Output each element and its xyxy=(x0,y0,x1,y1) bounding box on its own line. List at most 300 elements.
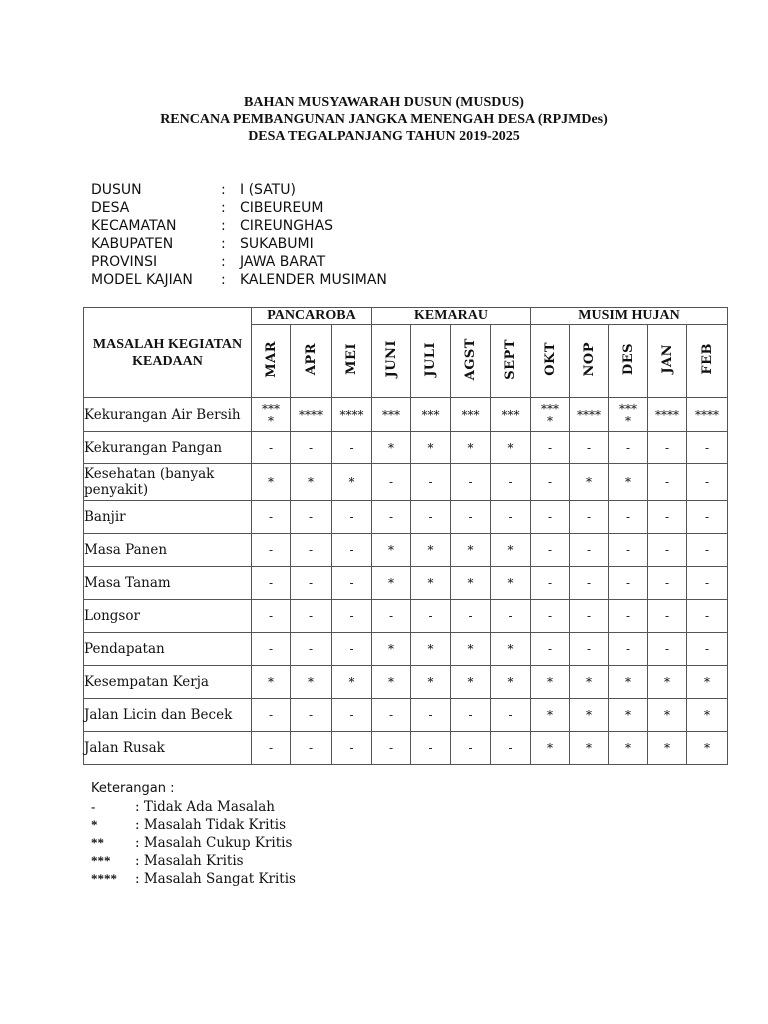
rating-cell xyxy=(687,432,728,464)
rating-cell xyxy=(332,600,372,633)
rating-value: * xyxy=(547,741,553,755)
rating-value: * xyxy=(467,576,474,590)
rating-value: - xyxy=(468,510,473,524)
month-header xyxy=(372,325,411,398)
rating-value: * xyxy=(308,675,314,689)
rating-cell xyxy=(332,732,372,765)
legend-symbol: - xyxy=(91,799,96,814)
month-header xyxy=(291,325,332,398)
rating-cell xyxy=(291,501,332,534)
rating-value: * xyxy=(664,708,670,722)
rating-cell xyxy=(687,534,728,567)
rating-value: * xyxy=(427,642,434,656)
rating-value: - xyxy=(468,609,473,623)
rating-cell xyxy=(252,501,291,534)
rating-value: - xyxy=(508,741,513,755)
rating-cell xyxy=(491,464,531,501)
rating-cell xyxy=(411,567,451,600)
table-row xyxy=(84,732,728,765)
rating-cell xyxy=(648,633,687,666)
month-header xyxy=(252,325,291,398)
rating-value: - xyxy=(547,576,553,590)
rating-value: - xyxy=(586,642,592,656)
rating-cell xyxy=(372,633,411,666)
rating-cell xyxy=(332,666,372,699)
rating-value: * xyxy=(507,576,514,590)
month-header xyxy=(648,325,687,398)
rating-value: - xyxy=(664,576,670,590)
rating-cell xyxy=(332,633,372,666)
rating-value: * xyxy=(467,642,474,656)
rating-cell xyxy=(609,633,648,666)
rating-cell xyxy=(252,432,291,464)
rating-cell xyxy=(491,567,531,600)
rating-value: - xyxy=(428,510,433,524)
table-row xyxy=(84,501,728,534)
rating-cell xyxy=(411,666,451,699)
rating-value: - xyxy=(625,510,631,524)
month-label: SEPT xyxy=(503,338,518,380)
rating-value: **** xyxy=(299,407,323,422)
rating-cell xyxy=(531,600,570,633)
month-header xyxy=(687,325,728,398)
rating-cell xyxy=(570,398,609,432)
rating-cell xyxy=(491,534,531,567)
rating-value: - xyxy=(625,642,631,656)
row-label: Kekurangan Air Bersih xyxy=(84,398,252,432)
info-row-dusun xyxy=(91,181,387,199)
rating-value: - xyxy=(428,475,433,489)
rating-cell xyxy=(531,501,570,534)
rating-value: * xyxy=(586,475,592,489)
rating-value: * xyxy=(427,543,434,557)
rating-value: - xyxy=(586,609,592,623)
rating-value: - xyxy=(268,609,274,623)
rating-cell xyxy=(570,432,609,464)
rating-value: * xyxy=(388,675,394,689)
rating-value: * xyxy=(388,440,394,455)
table-row xyxy=(84,432,728,464)
table-row xyxy=(84,464,728,501)
rating-cell xyxy=(570,464,609,501)
rating-value: - xyxy=(268,576,274,590)
rating-cell xyxy=(609,666,648,699)
rating-cell xyxy=(372,732,411,765)
rating-value: * xyxy=(507,440,514,455)
row-label: Jalan Rusak xyxy=(84,732,252,765)
rating-value: * xyxy=(625,708,631,722)
rating-cell xyxy=(609,600,648,633)
rating-cell xyxy=(291,699,332,732)
season-header-kemarau: KEMARAU xyxy=(372,308,531,325)
rating-value: **** xyxy=(695,407,719,422)
rating-cell xyxy=(687,398,728,432)
rating-cell xyxy=(570,633,609,666)
rating-value: - xyxy=(508,609,513,623)
rating-cell xyxy=(332,398,372,432)
info-separator: : xyxy=(221,272,226,288)
rating-value: - xyxy=(664,475,670,489)
info-key: DESA xyxy=(91,200,130,216)
info-value: CIBEUREUM xyxy=(240,200,324,216)
legend-title: Keterangan : xyxy=(91,781,175,796)
rating-cell xyxy=(687,732,728,765)
rating-value: **** xyxy=(655,407,679,422)
info-separator: : xyxy=(221,218,226,234)
rating-value: - xyxy=(664,543,670,557)
rating-value: * xyxy=(586,675,592,689)
rating-cell xyxy=(252,534,291,567)
rating-cell xyxy=(687,501,728,534)
rating-cell xyxy=(411,699,451,732)
rating-cell xyxy=(491,666,531,699)
rating-cell xyxy=(570,501,609,534)
rating-cell xyxy=(252,699,291,732)
rating-value: - xyxy=(468,475,473,489)
table-row xyxy=(84,600,728,633)
info-row-kecamatan xyxy=(91,217,387,235)
row-label: Pendapatan xyxy=(84,633,252,666)
title-line-3: DESA TEGALPANJANG TAHUN 2019-2025 xyxy=(248,129,520,144)
rating-value: * xyxy=(268,475,274,489)
rating-value: * xyxy=(547,675,553,689)
rating-cell xyxy=(291,732,332,765)
month-header xyxy=(491,325,531,398)
info-value: CIREUNGHAS xyxy=(240,218,334,234)
rating-value: - xyxy=(308,609,314,623)
rating-cell xyxy=(687,699,728,732)
rating-value: - xyxy=(428,741,433,755)
rating-value: - xyxy=(547,609,553,623)
info-row-provinsi xyxy=(91,253,387,271)
rating-value: - xyxy=(308,510,314,524)
rating-value: **** xyxy=(262,401,280,428)
rating-value: - xyxy=(704,543,710,557)
legend-item xyxy=(91,852,296,870)
rating-value: * xyxy=(388,642,394,656)
rating-cell xyxy=(491,633,531,666)
rating-value: * xyxy=(586,708,592,722)
rating-cell xyxy=(570,732,609,765)
info-row-model-kajian xyxy=(91,271,387,289)
rating-value: - xyxy=(268,440,274,455)
rating-cell xyxy=(648,600,687,633)
rating-value: * xyxy=(308,475,314,489)
rating-cell xyxy=(491,600,531,633)
rating-value: - xyxy=(586,510,592,524)
rating-cell xyxy=(491,398,531,432)
rating-cell xyxy=(291,600,332,633)
rating-cell xyxy=(687,633,728,666)
rating-cell xyxy=(411,398,451,432)
rating-cell xyxy=(291,567,332,600)
rating-cell xyxy=(451,567,491,600)
info-separator: : xyxy=(221,236,226,252)
rating-cell xyxy=(531,567,570,600)
rating-value: - xyxy=(268,543,274,557)
month-label: MEI xyxy=(344,343,359,375)
rating-cell xyxy=(451,600,491,633)
rating-value: - xyxy=(664,609,670,623)
rating-cell xyxy=(491,501,531,534)
rating-cell xyxy=(491,432,531,464)
rating-value: * xyxy=(704,708,710,722)
rating-cell xyxy=(451,666,491,699)
rating-cell xyxy=(451,464,491,501)
legend-text: : Tidak Ada Masalah xyxy=(135,799,275,815)
rating-cell xyxy=(570,666,609,699)
month-header xyxy=(451,325,491,398)
month-header xyxy=(609,325,648,398)
legend-item xyxy=(91,798,296,816)
rating-value: - xyxy=(268,510,274,524)
rating-cell xyxy=(451,398,491,432)
rating-cell xyxy=(411,432,451,464)
month-label: AGST xyxy=(463,337,478,381)
rating-cell xyxy=(451,501,491,534)
rating-cell xyxy=(451,432,491,464)
rating-cell xyxy=(411,732,451,765)
rating-cell xyxy=(451,633,491,666)
rating-cell xyxy=(291,534,332,567)
rating-cell xyxy=(372,666,411,699)
rating-cell xyxy=(570,699,609,732)
table-row xyxy=(84,534,728,567)
rating-value: * xyxy=(507,675,514,689)
info-value: JAWA BARAT xyxy=(240,254,326,270)
row-label: Masa Panen xyxy=(84,534,252,567)
rating-value: - xyxy=(704,475,710,489)
rating-value: - xyxy=(586,440,592,455)
rating-value: - xyxy=(308,576,314,590)
rating-cell xyxy=(648,567,687,600)
rating-cell xyxy=(332,567,372,600)
season-header-pancaroba: PANCAROBA xyxy=(252,308,372,325)
info-key: MODEL KAJIAN xyxy=(91,272,193,288)
rating-cell xyxy=(252,398,291,432)
rating-value: - xyxy=(428,609,433,623)
rating-cell xyxy=(648,501,687,534)
rating-value: * xyxy=(625,741,631,755)
rating-cell xyxy=(372,600,411,633)
rating-cell xyxy=(687,567,728,600)
rating-cell xyxy=(609,567,648,600)
rating-cell xyxy=(332,432,372,464)
rating-value: * xyxy=(507,642,514,656)
rating-value: - xyxy=(388,475,394,489)
rating-cell xyxy=(491,699,531,732)
rating-cell xyxy=(531,534,570,567)
rating-cell xyxy=(451,534,491,567)
table-row xyxy=(84,567,728,600)
month-header xyxy=(332,325,372,398)
rating-cell xyxy=(451,732,491,765)
rating-value: * xyxy=(664,675,670,689)
rating-value: - xyxy=(704,642,710,656)
rating-value: *** xyxy=(461,407,480,422)
rating-value: - xyxy=(625,440,631,455)
row-label: Masa Tanam xyxy=(84,567,252,600)
info-value: SUKABUMI xyxy=(240,236,314,252)
rating-value: - xyxy=(547,475,553,489)
table-corner-header: MASALAH KEGIATAN KEADAAN xyxy=(84,308,252,398)
rating-value: **** xyxy=(339,407,364,422)
rating-cell xyxy=(687,464,728,501)
rating-cell xyxy=(570,567,609,600)
rating-value: * xyxy=(664,741,670,755)
rating-value: - xyxy=(268,708,274,722)
rating-cell xyxy=(252,464,291,501)
rating-value: - xyxy=(388,708,394,722)
rating-cell xyxy=(291,432,332,464)
rating-value: * xyxy=(427,675,434,689)
rating-value: * xyxy=(467,675,474,689)
seasonal-calendar-table xyxy=(83,307,728,765)
info-separator: : xyxy=(221,254,226,270)
rating-cell xyxy=(372,464,411,501)
info-key: KECAMATAN xyxy=(91,218,177,234)
rating-value: - xyxy=(349,708,354,722)
rating-cell xyxy=(252,600,291,633)
rating-cell xyxy=(411,501,451,534)
rating-cell xyxy=(411,633,451,666)
rating-value: - xyxy=(704,440,710,455)
rating-value: - xyxy=(388,609,394,623)
legend-item xyxy=(91,834,296,852)
rating-cell xyxy=(648,398,687,432)
rating-value: * xyxy=(348,475,355,489)
row-label: Kesehatan (banyak penyakit) xyxy=(84,464,252,501)
rating-value: * xyxy=(467,543,474,557)
rating-cell xyxy=(609,732,648,765)
rating-value: * xyxy=(427,576,434,590)
rating-cell xyxy=(332,501,372,534)
legend-symbol: * xyxy=(91,817,98,832)
rating-value: * xyxy=(704,741,710,755)
info-value: I (SATU) xyxy=(240,182,296,198)
month-label: JUNI xyxy=(383,340,399,378)
legend-symbol: ** xyxy=(91,835,104,850)
row-label: Longsor xyxy=(84,600,252,633)
rating-value: - xyxy=(704,609,710,623)
info-row-kabupaten xyxy=(91,235,387,253)
legend-text: : Masalah Tidak Kritis xyxy=(135,817,287,833)
table-row xyxy=(84,666,728,699)
rating-cell xyxy=(491,732,531,765)
rating-value: - xyxy=(349,510,354,524)
rating-cell xyxy=(609,534,648,567)
rating-cell xyxy=(411,534,451,567)
month-header xyxy=(531,325,570,398)
legend-text: : Masalah Sangat Kritis xyxy=(135,871,296,887)
rating-value: - xyxy=(547,543,553,557)
rating-cell xyxy=(531,633,570,666)
rating-cell xyxy=(291,666,332,699)
month-header xyxy=(411,325,451,398)
info-block xyxy=(91,181,387,289)
title-line-1: BAHAN MUSYAWARAH DUSUN (MUSDUS) xyxy=(244,95,524,110)
table-row xyxy=(84,398,728,432)
info-key: PROVINSI xyxy=(91,254,158,270)
legend-item xyxy=(91,816,296,834)
rating-cell xyxy=(372,398,411,432)
month-label: DES xyxy=(620,342,636,376)
rating-cell xyxy=(687,600,728,633)
rating-value: - xyxy=(308,543,314,557)
rating-cell xyxy=(372,432,411,464)
rating-value: - xyxy=(664,642,670,656)
rating-cell xyxy=(411,464,451,501)
rating-value: - xyxy=(349,741,354,755)
rating-value: - xyxy=(547,440,553,455)
month-label: JULI xyxy=(423,341,438,377)
rating-cell xyxy=(332,534,372,567)
rating-value: - xyxy=(547,642,553,656)
info-value: KALENDER MUSIMAN xyxy=(240,272,387,288)
rating-value: *** xyxy=(501,407,520,422)
rating-cell xyxy=(648,464,687,501)
month-label: NOP xyxy=(581,341,597,377)
rating-cell xyxy=(648,666,687,699)
rating-cell xyxy=(372,699,411,732)
month-label: FEB xyxy=(699,343,715,375)
month-label: JAN xyxy=(659,344,675,374)
legend-text: : Masalah Cukup Kritis xyxy=(135,835,293,851)
info-separator: : xyxy=(221,200,226,216)
rating-cell xyxy=(291,464,332,501)
info-row-desa xyxy=(91,199,387,217)
rating-cell xyxy=(531,432,570,464)
rating-cell xyxy=(332,699,372,732)
legend-item xyxy=(91,870,296,888)
rating-value: *** xyxy=(382,407,400,422)
rating-value: - xyxy=(508,475,513,489)
legend-symbol: *** xyxy=(91,853,111,868)
rating-value: - xyxy=(388,510,394,524)
rating-value: - xyxy=(547,510,553,524)
rating-cell xyxy=(648,699,687,732)
rating-value: * xyxy=(388,543,394,557)
rating-value: * xyxy=(348,675,355,689)
rating-cell xyxy=(531,398,570,432)
info-separator: : xyxy=(221,182,226,198)
rating-value: - xyxy=(664,440,670,455)
rating-cell xyxy=(531,732,570,765)
rating-value: *** xyxy=(421,407,440,422)
rating-value: - xyxy=(468,708,473,722)
legend-symbol: **** xyxy=(91,871,117,886)
month-label: APR xyxy=(303,342,319,376)
rating-value: - xyxy=(508,510,513,524)
rating-cell xyxy=(609,464,648,501)
rating-cell xyxy=(531,464,570,501)
rating-cell xyxy=(372,567,411,600)
rating-value: - xyxy=(468,741,473,755)
rating-value: * xyxy=(547,708,553,722)
table-row xyxy=(84,699,728,732)
rating-cell xyxy=(570,600,609,633)
rating-value: * xyxy=(507,543,514,557)
month-label: OKT xyxy=(542,342,558,376)
rating-value: * xyxy=(388,576,394,590)
table-row xyxy=(84,633,728,666)
rating-value: - xyxy=(704,510,710,524)
legend-text: : Masalah Kritis xyxy=(135,853,244,869)
rating-value: - xyxy=(508,708,513,722)
rating-cell xyxy=(609,432,648,464)
month-label: MAR xyxy=(263,340,279,378)
rating-value: * xyxy=(625,475,631,489)
